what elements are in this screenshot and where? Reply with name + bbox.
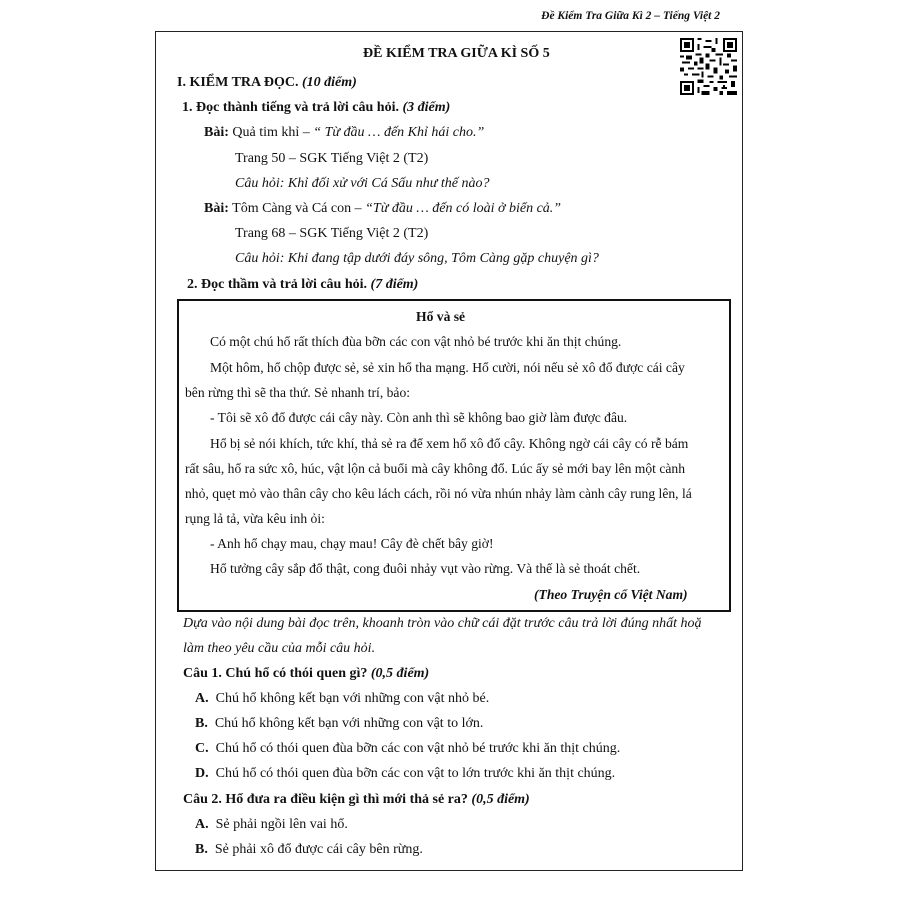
option-text: Chú hổ không kết bạn với những con vật nhỏ bé. [215,691,490,706]
exam-title: ĐỀ KIỂM TRA GIỮA KÌ SỐ 5 [363,46,550,61]
passage-line: rụng lả tả, vừa kêu inh ỏi: [185,511,325,526]
option-letter[interactable]: A. [195,691,209,706]
bai2-label: Bài: [204,201,229,216]
passage-title: Hổ và sẻ [416,309,466,324]
passage-line: Hổ bị sẻ nói khích, tức khí, thả sẻ ra để xem hổ xô đổ cây. Không ngờ cái cây có rễ bám [210,436,689,451]
bai2-question: Câu hỏi: Khi đang tập dưới đáy sông, Tôm Càng gặp chuyện gì? [235,251,599,266]
option-letter[interactable]: A. [195,817,209,832]
instruction-line: Dựa vào nội dung bài đọc trên, khoanh tròn vào chữ cái đặt trước câu trả lời đúng nhất hoặ [183,616,702,631]
passage-line: Có một chú hổ rất thích đùa bỡn các con vật nhỏ bé trước khi ăn thịt chúng. [210,334,622,349]
passage-source: (Theo Truyện cổ Việt Nam) [534,587,688,602]
question-2-points: (0,5 điểm) [471,792,530,807]
bai1-label: Bài: [204,125,229,140]
exam-page [155,31,743,871]
part1-heading [182,99,450,117]
qr-code-icon[interactable] [680,38,737,95]
running-title: Đề Kiểm Tra Giữa Kì 2 – Tiếng Việt 2 [541,10,720,22]
answer-option-q2-a[interactable] [195,816,348,834]
answer-option-q2-b[interactable] [195,841,423,859]
part2-heading [187,276,418,294]
passage-line: - Tôi sẽ xô đổ được cái cây này. Còn anh thì sẽ không bao giờ làm được đâu. [210,410,628,425]
option-letter[interactable]: D. [195,766,209,781]
option-letter[interactable]: C. [195,741,209,756]
passage-line: Một hôm, hổ chộp được sẻ, sẻ xin hổ tha mạng. Hổ cười, nói nếu sẻ xô đổ được cái cây [210,360,685,375]
passage-line: Hổ tưởng cây sắp đổ thật, cong đuôi nhảy vụt vào rừng. Và thế là sẻ thoát chết. [210,561,641,576]
question-2-heading [183,791,530,809]
question-1-heading [183,665,429,683]
bai2-page: Trang 68 – SGK Tiếng Việt 2 (T2) [235,226,429,241]
option-letter[interactable]: B. [195,716,208,731]
question-1-points: (0,5 điểm) [370,666,430,681]
bai2-title: Tôm Càng và Cá con – [232,201,366,216]
bai1-excerpt: “ Từ đầu … đến Khỉ hái cho.” [313,125,485,140]
reading-passage-box [177,299,731,612]
answer-option-q1-a[interactable] [195,690,489,708]
question-1-text: Câu 1. Chú hổ có thói quen gì? [183,666,368,681]
option-text: Sẻ phải ngồi lên vai hổ. [215,817,348,832]
section-heading-reading [177,74,357,92]
part2-points: (7 điểm) [370,277,419,292]
passage-line: nhỏ, quẹt mỏ vào thân cây cho kêu lách cách, rồi nó vừa nhún nhảy làm cành cây rung lên, lá [185,486,692,501]
part2-heading-text: 2. Đọc thầm và trả lời câu hỏi. [187,277,368,292]
part1-points: (3 điểm) [402,100,451,115]
bai1-question: Câu hỏi: Khỉ đối xử với Cá Sấu như thế nào? [235,176,490,191]
section-points: (10 điểm) [301,75,357,90]
bai2-excerpt: “Từ đầu … đến có loài ở biển cả.” [365,201,562,216]
passage-line: - Anh hổ chạy mau, chạy mau! Cây đè chết bây giờ! [210,536,494,551]
bai2-line [204,200,561,218]
option-text: Sẻ phải xô đổ được cái cây bên rừng. [214,842,423,857]
bai1-page: Trang 50 – SGK Tiếng Việt 2 (T2) [235,151,429,166]
section-heading-text: I. KIỂM TRA ĐỌC. [177,75,299,90]
part1-heading-text: 1. Đọc thành tiếng và trả lời câu hỏi. [182,100,399,115]
passage-line: bên rừng thì sẽ tha thứ. Sẻ nhanh trí, bảo: [185,385,411,400]
option-text: Chú hổ có thói quen đùa bỡn các con vật nhỏ bé trước khi ăn thịt chúng. [215,741,621,756]
question-2-text: Câu 2. Hổ đưa ra điều kiện gì thì mới thả sẻ ra? [183,792,468,807]
option-letter[interactable]: B. [195,842,208,857]
instruction-line: làm theo yêu cầu của mỗi câu hỏi. [183,641,376,656]
passage-line: rất sâu, hổ ra sức xô, húc, vật lộn cả buổi mà cây không đổ. Lúc ấy sẻ mới bay lên một cành [185,461,686,476]
option-text: Chú hổ có thói quen đùa bỡn các con vật to lớn trước khi ăn thịt chúng. [215,766,616,781]
bai1-line [204,124,484,142]
answer-option-q1-b[interactable] [195,715,483,733]
answer-option-q1-c[interactable] [195,740,620,758]
option-text: Chú hổ không kết bạn với những con vật to lớn. [214,716,484,731]
bai1-title: Quả tim khỉ – [232,125,314,140]
answer-option-q1-d[interactable] [195,765,615,783]
